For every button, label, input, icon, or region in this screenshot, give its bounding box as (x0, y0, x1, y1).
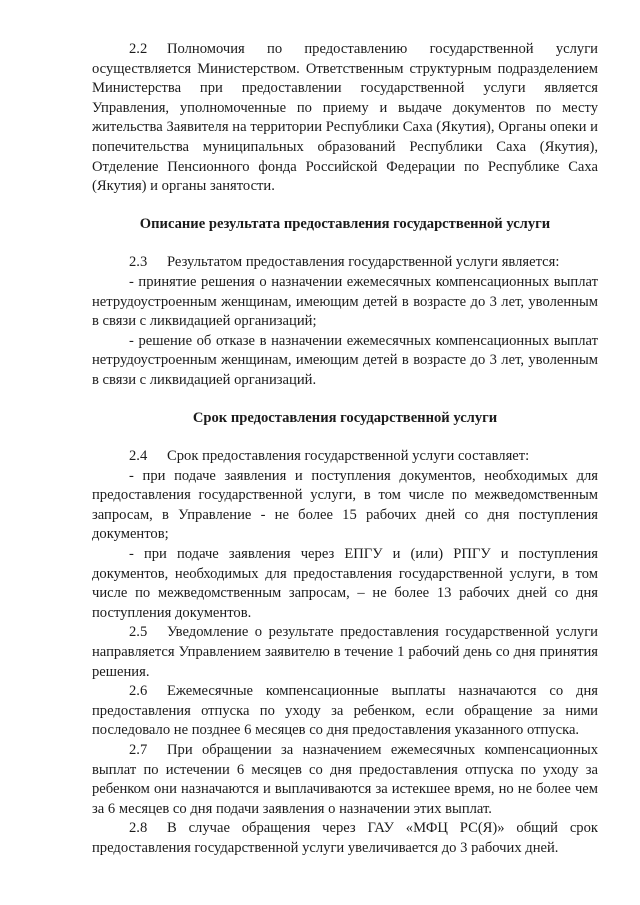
paragraph-2-3 (92, 253, 598, 273)
paragraph-2-4 (92, 447, 598, 467)
paragraph-2-7 (92, 741, 598, 819)
paragraph-text: Результатом предоставления государственной услуги является: (167, 254, 560, 271)
section-heading-term: Срок предоставления государственной услуги (192, 409, 498, 426)
clause-number: 2.7 (129, 742, 148, 758)
paragraph-text: В случае обращения через ГАУ «МФЦ РС(Я)» общий срок предоставления государственной услуги увеличивается до 3 рабочих дней. (92, 820, 598, 856)
paragraph-text: Полномочия по предоставлению государственной услуги осуществляется Министерством. Ответственным структурным подразделением Министерства при предоставлении государственной услуги является Управления, уполномоченные по приему и выдаче документов по месту жительства Заявителя на территории Республики Саха (Якутия), Органы опеки и попечительства муниципальных образований Республики Саха (Якутия), Отделение Пенсионного фонда Российской Федерации по Республике Саха (Якутия) и органы занятости. (92, 41, 598, 195)
paragraph-2-6 (92, 682, 598, 741)
list-item-2-3-2: - решение об отказе в назначении ежемесячных компенсационных выплат нетрудоустроенным женщинам, имеющим детей в возрасте до 3 лет, уволенным в связи с ликвидацией организаций. (92, 332, 598, 388)
clause-number: 2.8 (129, 820, 148, 837)
paragraph-2-2 (92, 40, 598, 197)
paragraph-2-5 (92, 623, 598, 682)
paragraph-2-8 (92, 819, 598, 858)
paragraph-text: Срок предоставления государственной услуги составляет: (167, 448, 530, 465)
clause-number: 2.5 (129, 624, 148, 641)
paragraph-text: При обращении за назначением ежемесячных компенсационных выплат по истечении 6 месяцев со дня предоставления отпуска по уходу за ребенком они назначаются и выплачиваются за истекшее время, но не более чем за 6 месяцев со дня подачи заявления о назначении этих выплат. (92, 742, 598, 817)
list-item-2-4-1: - при подаче заявления и поступления документов, необходимых для предоставления государственной услуги, в том числе по межведомственным запросам, в Управление - не более 15 рабочих дней со дня поступления документов; (92, 467, 598, 543)
clause-number: 2.4 (129, 448, 148, 465)
section-heading-result: Описание результата предоставления государственной услуги (139, 215, 551, 232)
paragraph-text: Уведомление о результате предоставления государственной услуги направляется Управлением заявителю в течение 1 рабочий день со дня принятия решения. (92, 624, 598, 680)
clause-number: 2.6 (129, 683, 148, 700)
paragraph-text: Ежемесячные компенсационные выплаты назначаются со дня предоставления отпуска по уходу за ребенком, если обращение за ними последовало не позднее 6 месяцев со дня предоставления указанного отпуска. (92, 683, 598, 739)
list-item-2-4-2: - при подаче заявления через ЕПГУ и (или) РПГУ и поступления документов, необходимых для предоставления государственной услуги, в том числе по межведомственным запросам, – не более 13 рабочих дней со дня поступления документов. (92, 546, 598, 621)
clause-number: 2.3 (129, 254, 148, 271)
clause-number: 2.2 (129, 41, 148, 57)
list-item-2-3-1: - принятие решения о назначении ежемесячных компенсационных выплат нетрудоустроенным женщинам, имеющим детей в возрасте до 3 лет, уволенным в связи с ликвидацией организаций; (92, 273, 598, 330)
